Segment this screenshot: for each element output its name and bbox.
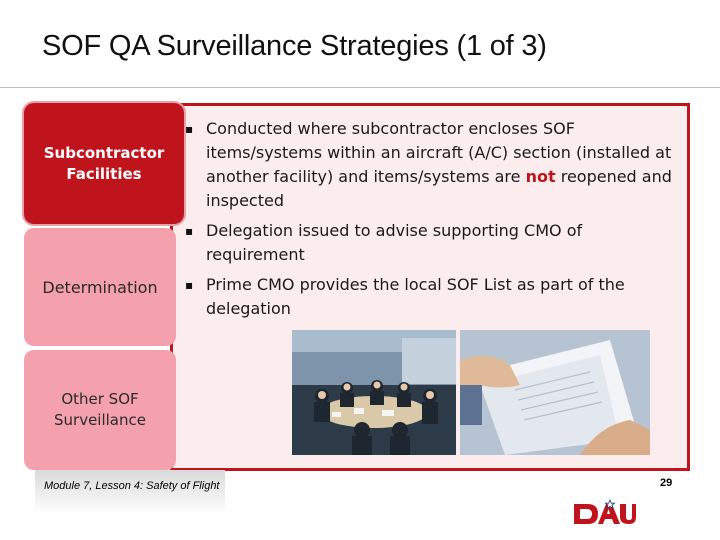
tab-subcontractor-facilities[interactable] — [24, 103, 184, 224]
title-divider — [0, 87, 720, 88]
bullet-item — [185, 273, 685, 321]
tab-label-line1: Other SOF — [61, 390, 139, 408]
tab-label: Determination — [42, 277, 158, 297]
tab-label-line2: Surveillance — [54, 411, 146, 429]
page-number: 29 — [660, 477, 673, 489]
tab-label-line1: Subcontractor — [43, 143, 165, 162]
tab-determination[interactable] — [24, 228, 176, 346]
footer-band — [35, 470, 225, 514]
dau-logo — [572, 498, 636, 528]
square-bullet-icon: ▪ — [185, 224, 194, 238]
bullet-text: Delegation issued to advise supporting CMO of requirement — [206, 221, 583, 264]
meeting-photo — [292, 330, 456, 455]
square-bullet-icon: ▪ — [185, 278, 194, 292]
bullet-item — [185, 219, 685, 267]
documents-photo — [460, 330, 650, 455]
tab-other-sof-surveillance[interactable] — [24, 350, 176, 470]
bullet-text: Conducted where subcontractor encloses SOF items/systems within an aircraft (A/C) section (installed at another facility) and items/systems are — [206, 119, 672, 186]
tab-label-line2: Facilities — [66, 164, 142, 183]
square-bullet-icon: ▪ — [185, 122, 194, 136]
bullet-list — [185, 117, 685, 327]
course-footer: Module 7, Lesson 4: Safety of Flight — [44, 480, 220, 492]
bullet-item — [185, 117, 685, 213]
bullet-text: Prime CMO provides the local SOF List as part of the delegation — [206, 275, 625, 318]
bullet-text-end: reopened and inspected — [206, 167, 672, 210]
slide-title: SOF QA Surveillance Strategies (1 of 3) — [42, 30, 547, 62]
emphasis-text: not — [525, 167, 556, 186]
